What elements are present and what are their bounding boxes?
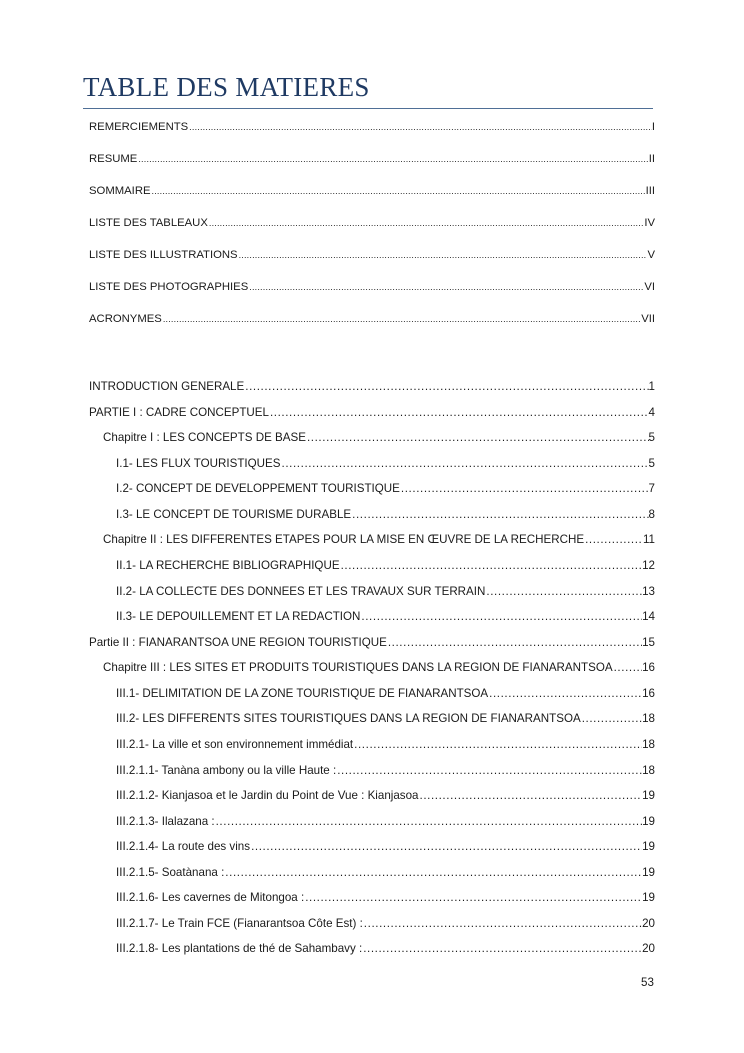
toc-entry-label: LISTE DES PHOTOGRAPHIES [89, 281, 249, 293]
page-title: TABLE DES MATIERES [83, 72, 370, 102]
toc-entry-page: 16 [642, 661, 655, 674]
toc-entry[interactable] [116, 942, 655, 955]
dot-leader [188, 122, 652, 132]
toc-entry-label: Partie II : FIANARANTSOA UNE REGION TOURISTIQUE [89, 636, 387, 649]
toc-entry-label: III.2.1.3- Ilalazana : [116, 815, 215, 828]
toc-entry-label: I.3- LE CONCEPT DE TOURISME DURABLE [116, 508, 352, 521]
toc-entry-label: III.2.1.4- La route des vins [116, 840, 251, 853]
toc-entry-sommaire[interactable] [89, 185, 655, 197]
toc-entry-resume[interactable] [89, 153, 655, 165]
toc-entry-liste-photographies[interactable] [89, 281, 655, 293]
dot-leader [362, 942, 642, 955]
toc-entry-label: PARTIE I : CADRE CONCEPTUEL [89, 406, 269, 419]
toc-entry[interactable] [103, 661, 655, 674]
title-underline [83, 108, 653, 109]
toc-entry-label: REMERCIEMENTS [89, 121, 189, 133]
toc-entry[interactable] [116, 764, 655, 777]
toc-entry-page: 18 [642, 712, 655, 725]
dot-leader [162, 314, 641, 324]
toc-entry-page: I [651, 121, 655, 133]
toc-entry-page: 5 [648, 431, 655, 444]
dot-leader [151, 186, 646, 196]
dot-leader [584, 533, 643, 546]
toc-entry-page: 20 [642, 917, 655, 930]
toc-entry-page: 5 [648, 457, 655, 470]
toc-entry-label: III.2.1.8- Les plantations de thé de Sahambavy : [116, 942, 363, 955]
toc-entry-label: ACRONYMES [89, 313, 162, 325]
toc-entry[interactable] [89, 380, 655, 393]
page-number: 53 [641, 976, 654, 989]
toc-entry-label: SOMMAIRE [89, 185, 151, 197]
toc-entry-page: 19 [642, 789, 655, 802]
toc-entry[interactable] [116, 482, 655, 495]
dot-leader [281, 457, 649, 470]
toc-entry-page: 8 [648, 508, 655, 521]
toc-entry-page: II [648, 153, 655, 165]
toc-entry-page: 15 [642, 636, 655, 649]
toc-entry-label: LISTE DES ILLUSTRATIONS [89, 249, 238, 261]
dot-leader [485, 585, 642, 598]
toc-entry-label: LISTE DES TABLEAUX [89, 217, 208, 229]
toc-entry[interactable] [103, 533, 655, 546]
dot-leader [351, 508, 648, 521]
toc-entry-page: 18 [642, 738, 655, 751]
toc-entry-label: II.2- LA COLLECTE DES DONNEES ET LES TRAVAUX SUR TERRAIN [116, 585, 486, 598]
toc-entry-page: 11 [642, 533, 655, 546]
toc-entry-page: IV [644, 217, 655, 229]
dot-leader [215, 815, 642, 828]
toc-entry-label: Chapitre III : LES SITES ET PRODUITS TOURISTIQUES DANS LA REGION DE FIANARANTSOA [103, 661, 613, 674]
toc-entry-page: 16 [642, 687, 655, 700]
toc-entry-label: RESUME [89, 153, 138, 165]
toc-entry[interactable] [116, 559, 655, 572]
toc-entry-page: 13 [642, 585, 655, 598]
dot-leader [340, 559, 643, 572]
toc-entry[interactable] [89, 636, 655, 649]
toc-entry-label: III.2.1.6- Les cavernes de Mitongoa : [116, 891, 305, 904]
toc-entry[interactable] [103, 431, 655, 444]
toc-entry[interactable] [116, 866, 655, 879]
toc-entry-page: 19 [642, 891, 655, 904]
dot-leader [244, 380, 648, 393]
dot-leader [224, 866, 642, 879]
dot-leader [581, 712, 642, 725]
dot-leader [387, 636, 642, 649]
toc-entry[interactable] [116, 687, 655, 700]
dot-leader [208, 218, 644, 228]
toc-entry-page: 1 [648, 380, 655, 393]
dot-leader [363, 917, 642, 930]
toc-entry-liste-illustrations[interactable] [89, 249, 655, 261]
dot-leader [488, 687, 642, 700]
toc-entry-label: II.3- LE DEPOUILLEMENT ET LA REDACTION [116, 610, 361, 623]
toc-entry[interactable] [116, 789, 655, 802]
toc-entry[interactable] [116, 585, 655, 598]
toc-entry-page: 12 [642, 559, 655, 572]
toc-entry-page: 14 [642, 610, 655, 623]
toc-entry-label: I.2- CONCEPT DE DEVELOPPEMENT TOURISTIQUE [116, 482, 400, 495]
toc-entry-page: VI [644, 281, 655, 293]
toc-entry[interactable] [116, 712, 655, 725]
toc-entry-page: 19 [642, 815, 655, 828]
toc-entry-label: Chapitre I : LES CONCEPTS DE BASE [103, 431, 306, 444]
toc-entry-label: III.2.1- La ville et son environnement immédiat [116, 738, 354, 751]
toc-entry[interactable] [116, 738, 655, 751]
toc-entry[interactable] [116, 815, 655, 828]
dot-leader [419, 789, 643, 802]
toc-entry-label: III.2.1.1- Tanàna ambony ou la ville Haute : [116, 764, 337, 777]
dot-leader [137, 154, 648, 164]
toc-entry-acronymes[interactable] [89, 313, 655, 325]
toc-entry-page: 19 [642, 866, 655, 879]
dot-leader [269, 406, 649, 419]
dot-leader [336, 764, 642, 777]
toc-entry-page: VII [641, 313, 655, 325]
toc-entry-label: I.1- LES FLUX TOURISTIQUES [116, 457, 281, 470]
toc-entry-label: III.2- LES DIFFERENTS SITES TOURISTIQUES DANS LA REGION DE FIANARANTSOA [116, 712, 581, 725]
toc-entry-label: Chapitre II : LES DIFFERENTES ETAPES POUR LA MISE EN ŒUVRE DE LA RECHERCHE [103, 533, 585, 546]
toc-entry[interactable] [116, 917, 655, 930]
toc-entry-label: III.1- DELIMITATION DE LA ZONE TOURISTIQUE DE FIANARANTSOA [116, 687, 489, 700]
toc-entry-page: 20 [642, 942, 655, 955]
dot-leader [353, 738, 642, 751]
toc-entry[interactable] [116, 610, 655, 623]
toc-entry[interactable] [89, 406, 655, 419]
toc-entry-label: INTRODUCTION GENERALE [89, 380, 245, 393]
toc-entry[interactable] [116, 840, 655, 853]
dot-leader [360, 610, 642, 623]
dot-leader [250, 840, 642, 853]
dot-leader [304, 891, 642, 904]
dot-leader [306, 431, 649, 444]
dot-leader [400, 482, 649, 495]
toc-entry-page: 19 [642, 840, 655, 853]
dot-leader [238, 250, 648, 260]
toc-entry-page: 4 [648, 406, 655, 419]
toc-entry-page: III [645, 185, 655, 197]
toc-entry-liste-tableaux[interactable] [89, 217, 655, 229]
toc-entry-page: 18 [642, 764, 655, 777]
toc-entry-label: III.2.1.5- Soatànana : [116, 866, 225, 879]
toc-entry[interactable] [116, 457, 655, 470]
toc-entry-page: 7 [648, 482, 655, 495]
dot-leader [613, 661, 642, 674]
toc-entry-label: III.2.1.2- Kianjasoa et le Jardin du Point de Vue : Kianjasoa [116, 789, 419, 802]
dot-leader [248, 282, 644, 292]
toc-entry[interactable] [116, 891, 655, 904]
toc-entry-label: II.1- LA RECHERCHE BIBLIOGRAPHIQUE [116, 559, 340, 572]
toc-entry-remerciements[interactable] [89, 121, 655, 133]
toc-entry-page: V [647, 249, 655, 261]
toc-entry-label: III.2.1.7- Le Train FCE (Fianarantsoa Côte Est) : [116, 917, 363, 930]
toc-entry[interactable] [116, 508, 655, 521]
